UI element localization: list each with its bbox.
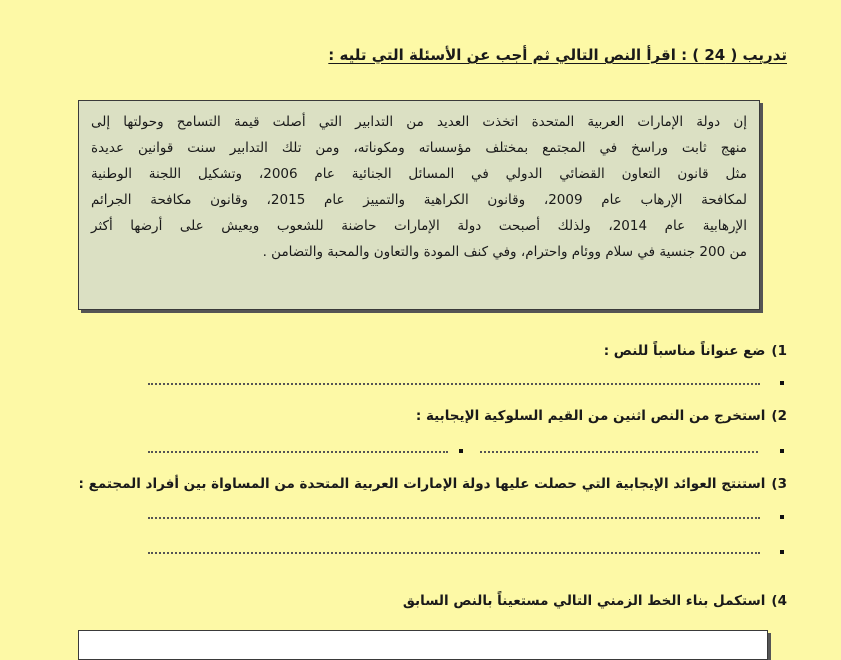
passage-line: إن دولة الإمارات العربية المتحدة اتخذت العديد من التدابير التي أصلت قيمة التسامح وحولتها إلى bbox=[91, 114, 747, 130]
passage-box bbox=[78, 100, 760, 310]
passage-line: الإرهابية عام 2014، ولذلك أصبحت دولة الإمارات حاضنة للشعوب ويعيش على أرضها أكثر bbox=[91, 218, 747, 234]
bullet-icon bbox=[780, 515, 784, 519]
bullet-icon bbox=[459, 449, 463, 453]
answer-line[interactable] bbox=[148, 439, 448, 453]
passage-line: من 200 جنسية في سلام ووئام واحترام، وفي كنف المودة والتعاون والمحبة والتضامن . bbox=[262, 244, 747, 260]
question-text: استكمل بناء الخط الزمني التالي مستعيناً بالنص السابق bbox=[402, 593, 766, 609]
passage-line: لمكافحة الإرهاب عام 2009، وقانون الكراهية والتمييز عام 2015، وقانون مكافحة الجرائم bbox=[91, 192, 747, 208]
bullet-icon bbox=[780, 449, 784, 453]
timeline-box bbox=[78, 630, 768, 660]
question-number: 4) bbox=[771, 593, 787, 609]
question-number: 2) bbox=[771, 408, 787, 424]
question-1 bbox=[604, 343, 787, 359]
question-text: استنتج العوائد الإيجابية التي حصلت عليها دولة الإمارات العربية المتحدة من المساواة بين أفراد المجتمع : bbox=[78, 476, 766, 492]
answer-line[interactable] bbox=[148, 540, 760, 554]
exercise-title: تدريب ( 24 ) : اقرأ النص التالي ثم أجب عن الأسئلة التي تليه : bbox=[328, 46, 787, 64]
question-4 bbox=[403, 593, 787, 609]
question-2 bbox=[416, 408, 787, 424]
answer-line[interactable] bbox=[480, 439, 758, 453]
answer-line[interactable] bbox=[148, 505, 760, 519]
question-text: ضع عنواناً مناسباً للنص : bbox=[603, 343, 766, 359]
question-3 bbox=[79, 476, 788, 492]
passage-line: مثل قانون التعاون القضائي الدولي في المسائل الجنائية عام 2006، وتشكيل اللجنة الوطنية bbox=[91, 166, 747, 182]
answer-line[interactable] bbox=[148, 371, 760, 385]
bullet-icon bbox=[780, 550, 784, 554]
bullet-icon bbox=[780, 381, 784, 385]
question-text: استخرج من النص اثنين من القيم السلوكية الإيجابية : bbox=[415, 408, 766, 424]
question-number: 1) bbox=[771, 343, 787, 359]
passage-line: منهج ثابت وراسخ في المجتمع بمختلف مؤسساته ومكوناته، ومن تلك التدابير سنت قوانين عديدة bbox=[91, 140, 747, 156]
question-number: 3) bbox=[771, 476, 787, 492]
